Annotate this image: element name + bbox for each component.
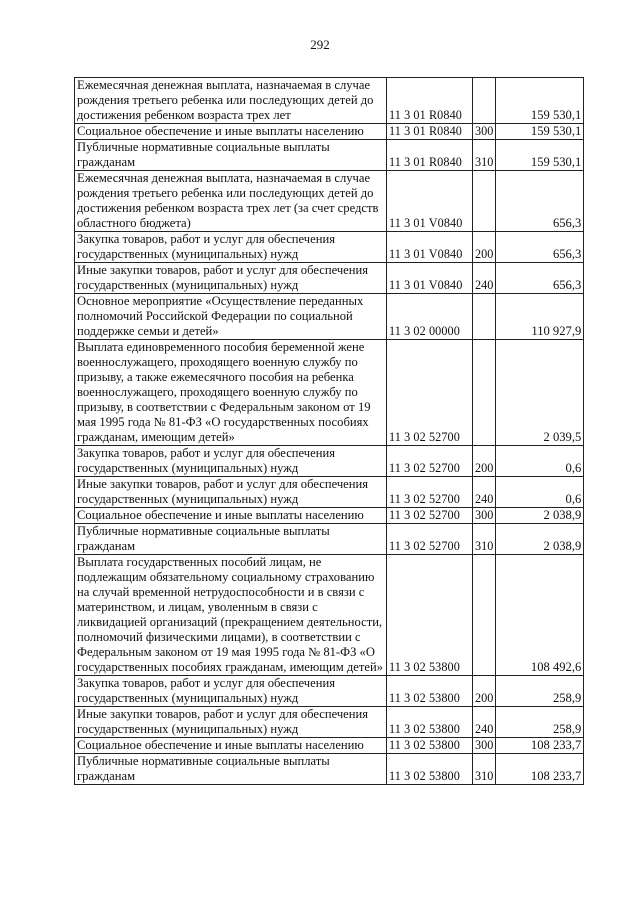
expense-name-cell: Выплата государственных пособий лицам, не подлежащим обязательному социальному страхованию на случай временной нетрудоспособности и в связи с материнством, и лицам, уволенным в связи с ликвидацией организаций (прекращением деятельности, полномочий физическими лицами), в соответствии с Федеральным законом от 19 мая 1995 года № 81-ФЗ «О государственных пособиях гражданам, имеющим детей»	[75, 555, 387, 676]
expense-name-cell: Социальное обеспечение и иные выплаты населению	[75, 508, 387, 524]
table-row	[75, 263, 584, 294]
expense-type-code-cell: 300	[473, 124, 496, 140]
amount-cell: 108 233,7	[496, 754, 584, 785]
expense-name-cell: Основное мероприятие «Осуществление переданных полномочий Российской Федерации по социальной поддержке семьи и детей»	[75, 294, 387, 340]
amount-cell: 159 530,1	[496, 124, 584, 140]
amount-cell: 0,6	[496, 477, 584, 508]
expense-name-cell: Иные закупки товаров, работ и услуг для обеспечения государственных (муниципальных) нужд	[75, 477, 387, 508]
expense-type-code-cell	[473, 171, 496, 232]
table-row	[75, 524, 584, 555]
expense-name-cell: Иные закупки товаров, работ и услуг для обеспечения государственных (муниципальных) нужд	[75, 707, 387, 738]
target-article-code-cell: 11 3 02 53800	[387, 676, 473, 707]
amount-cell: 656,3	[496, 263, 584, 294]
table-row	[75, 508, 584, 524]
target-article-code-cell: 11 3 02 00000	[387, 294, 473, 340]
expense-name-cell: Выплата единовременного пособия беременной жене военнослужащего, проходящего военную службу по призыву, а также ежемесячного пособия на ребенка военнослужащего, проходящего военную службу по призыву, в соответствии с Федеральным законом от 19 мая 1995 года № 81-ФЗ «О государственных пособиях гражданам, имеющим детей»	[75, 340, 387, 446]
expense-name-cell: Публичные нормативные социальные выплаты гражданам	[75, 754, 387, 785]
expense-type-code-cell: 240	[473, 263, 496, 294]
budget-table-body	[75, 78, 584, 785]
expense-type-code-cell: 200	[473, 676, 496, 707]
target-article-code-cell: 11 3 02 52700	[387, 524, 473, 555]
amount-cell: 108 233,7	[496, 738, 584, 754]
expense-name-cell: Ежемесячная денежная выплата, назначаемая в случае рождения третьего ребенка или последующих детей до достижения ребенком возраста трех лет (за счет средств областного бюджета)	[75, 171, 387, 232]
target-article-code-cell: 11 3 02 53800	[387, 555, 473, 676]
table-row	[75, 124, 584, 140]
amount-cell: 2 038,9	[496, 524, 584, 555]
expense-name-cell: Закупка товаров, работ и услуг для обеспечения государственных (муниципальных) нужд	[75, 446, 387, 477]
table-row	[75, 738, 584, 754]
target-article-code-cell: 11 3 02 53800	[387, 754, 473, 785]
amount-cell: 108 492,6	[496, 555, 584, 676]
amount-cell: 656,3	[496, 171, 584, 232]
target-article-code-cell: 11 3 01 R0840	[387, 140, 473, 171]
expense-name-cell: Закупка товаров, работ и услуг для обеспечения государственных (муниципальных) нужд	[75, 232, 387, 263]
page-number: 292	[310, 37, 330, 52]
target-article-code-cell: 11 3 02 52700	[387, 340, 473, 446]
table-row	[75, 78, 584, 124]
table-row	[75, 555, 584, 676]
amount-cell: 110 927,9	[496, 294, 584, 340]
expense-name-cell: Публичные нормативные социальные выплаты гражданам	[75, 524, 387, 555]
amount-cell: 159 530,1	[496, 78, 584, 124]
expense-type-code-cell: 310	[473, 140, 496, 171]
table-row	[75, 340, 584, 446]
target-article-code-cell: 11 3 01 V0840	[387, 171, 473, 232]
expense-type-code-cell: 310	[473, 754, 496, 785]
target-article-code-cell: 11 3 01 V0840	[387, 263, 473, 294]
expense-type-code-cell: 240	[473, 477, 496, 508]
amount-cell: 2 038,9	[496, 508, 584, 524]
expense-name-cell: Социальное обеспечение и иные выплаты населению	[75, 738, 387, 754]
amount-cell: 258,9	[496, 707, 584, 738]
budget-table	[74, 77, 584, 785]
expense-type-code-cell: 300	[473, 508, 496, 524]
target-article-code-cell: 11 3 02 52700	[387, 446, 473, 477]
amount-cell: 258,9	[496, 676, 584, 707]
expense-name-cell: Публичные нормативные социальные выплаты гражданам	[75, 140, 387, 171]
expense-name-cell: Закупка товаров, работ и услуг для обеспечения государственных (муниципальных) нужд	[75, 676, 387, 707]
target-article-code-cell: 11 3 02 53800	[387, 707, 473, 738]
amount-cell: 0,6	[496, 446, 584, 477]
target-article-code-cell: 11 3 02 52700	[387, 477, 473, 508]
amount-cell: 2 039,5	[496, 340, 584, 446]
expense-type-code-cell	[473, 555, 496, 676]
table-row	[75, 140, 584, 171]
table-row	[75, 232, 584, 263]
expense-name-cell: Социальное обеспечение и иные выплаты населению	[75, 124, 387, 140]
target-article-code-cell: 11 3 01 R0840	[387, 124, 473, 140]
expense-name-cell: Ежемесячная денежная выплата, назначаемая в случае рождения третьего ребенка или последующих детей до достижения ребенком возраста трех лет	[75, 78, 387, 124]
expense-type-code-cell: 240	[473, 707, 496, 738]
target-article-code-cell: 11 3 02 53800	[387, 738, 473, 754]
expense-type-code-cell: 300	[473, 738, 496, 754]
table-row	[75, 754, 584, 785]
table-row	[75, 707, 584, 738]
target-article-code-cell: 11 3 01 R0840	[387, 78, 473, 124]
expense-type-code-cell: 200	[473, 232, 496, 263]
expense-type-code-cell: 200	[473, 446, 496, 477]
table-row	[75, 477, 584, 508]
amount-cell: 656,3	[496, 232, 584, 263]
table-row	[75, 676, 584, 707]
expense-name-cell: Иные закупки товаров, работ и услуг для обеспечения государственных (муниципальных) нужд	[75, 263, 387, 294]
target-article-code-cell: 11 3 01 V0840	[387, 232, 473, 263]
amount-cell: 159 530,1	[496, 140, 584, 171]
expense-type-code-cell	[473, 78, 496, 124]
expense-type-code-cell	[473, 294, 496, 340]
expense-type-code-cell: 310	[473, 524, 496, 555]
table-row	[75, 171, 584, 232]
target-article-code-cell: 11 3 02 52700	[387, 508, 473, 524]
table-row	[75, 294, 584, 340]
table-row	[75, 446, 584, 477]
expense-type-code-cell	[473, 340, 496, 446]
